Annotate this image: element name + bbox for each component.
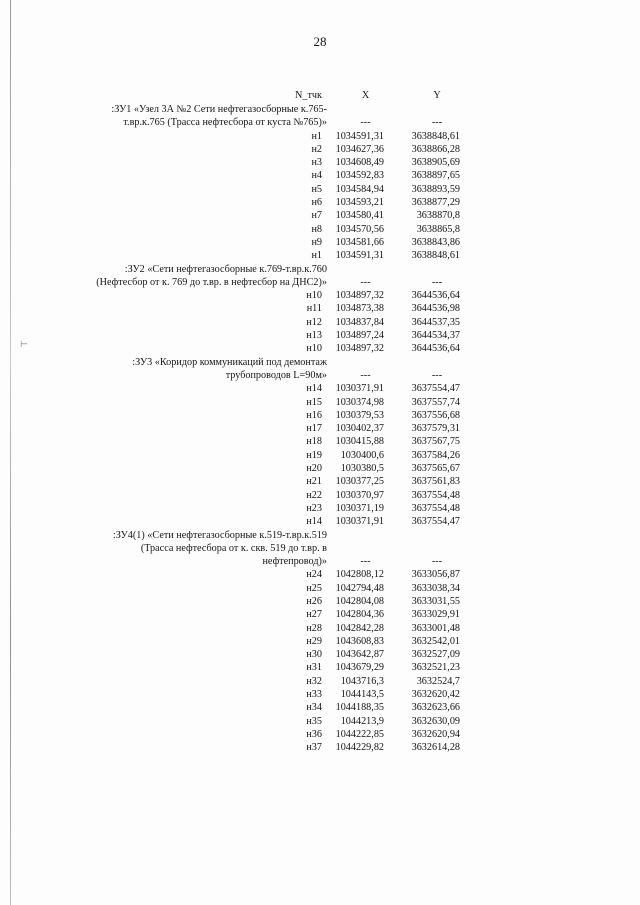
table-row (60, 635, 460, 648)
section-dash-y: --- (431, 117, 443, 129)
coord-x: 1030400,6 (340, 449, 384, 461)
coord-x: 1030415,88 (335, 436, 384, 448)
point-id: н21 (306, 476, 322, 488)
coord-x: 1030377,25 (335, 476, 384, 488)
section-dash-x: --- (360, 276, 371, 288)
coord-y: 3638848,61 (411, 130, 460, 142)
section-dash-y: --- (431, 369, 443, 381)
coord-y: 3632614,28 (411, 742, 460, 754)
table-row (60, 728, 460, 741)
point-id: н1 (311, 250, 322, 262)
coord-x: 1030374,98 (335, 396, 384, 408)
table-row (60, 462, 460, 475)
table-row (60, 396, 460, 409)
section-title (60, 529, 327, 569)
coord-y: 3638866,28 (411, 143, 460, 155)
table-row (60, 169, 460, 182)
point-id: н5 (311, 183, 322, 195)
coord-y: 3644536,98 (411, 303, 460, 315)
coord-y: 3637554,47 (411, 516, 460, 528)
coord-x: 1043679,29 (335, 662, 384, 674)
point-id: н24 (306, 569, 322, 581)
coord-x: 1030371,91 (335, 383, 384, 395)
coord-y: 3638848,61 (411, 250, 460, 262)
table-row (60, 449, 460, 462)
section-title-row (60, 263, 460, 290)
table-row (60, 502, 460, 515)
section-title (60, 103, 327, 130)
point-id: н16 (306, 409, 322, 421)
table-row (60, 342, 460, 355)
point-id: н18 (306, 436, 322, 448)
point-id: н27 (306, 609, 322, 621)
coord-x: 1034627,36 (335, 143, 384, 155)
coord-x: 1034873,38 (335, 303, 384, 315)
table-row (60, 608, 460, 621)
section-dash-x: --- (360, 117, 371, 129)
coord-x: 1034592,83 (335, 170, 384, 182)
section-dash-x: --- (360, 556, 371, 568)
coordinates-table (60, 89, 460, 755)
table-row (60, 156, 460, 169)
section-title-line: т.вр.к.765 (Трасса нефтесбора от куста №765)» (123, 117, 327, 129)
point-id: н22 (306, 489, 322, 501)
coord-y: 3638870,8 (416, 210, 460, 222)
section-title-row (60, 529, 460, 569)
table-header-row (60, 89, 460, 103)
point-id: н17 (306, 423, 322, 435)
coord-x: 1042804,08 (335, 595, 384, 607)
table-row (60, 595, 460, 608)
point-id: н8 (311, 223, 322, 235)
table-row (60, 289, 460, 302)
point-id: н32 (306, 675, 322, 687)
coord-y: 3633001,48 (411, 622, 460, 634)
point-id: н35 (306, 715, 322, 727)
coord-y: 3644536,64 (411, 343, 460, 355)
table-row (60, 236, 460, 249)
section-title-row (60, 103, 460, 130)
coord-x: 1034591,31 (335, 130, 384, 142)
section-title-line: :ЗУ1 «Узел 3А №2 Сети нефтегазосборные к.765- (111, 104, 327, 115)
point-id: н13 (306, 330, 322, 342)
point-id: н6 (311, 197, 322, 209)
coord-y: 3644534,37 (411, 330, 460, 342)
coord-y: 3637556,68 (411, 409, 460, 421)
coord-y: 3632527,09 (411, 649, 460, 661)
coord-x: 1034608,49 (335, 157, 384, 169)
coord-x: 1044222,85 (335, 728, 384, 740)
coord-x: 1034593,21 (335, 197, 384, 209)
coord-x: 1034570,56 (335, 223, 384, 235)
table-row (60, 329, 460, 342)
table-row (60, 209, 460, 222)
table-row (60, 130, 460, 143)
scan-edge-line (10, 0, 11, 905)
coord-x: 1034581,66 (335, 236, 384, 248)
coord-x: 1044188,35 (335, 702, 384, 714)
coord-y: 3637565,67 (411, 463, 460, 475)
section-title-line: :ЗУ3 «Коридор коммуникаций под демонтаж (132, 356, 327, 368)
point-id: н31 (306, 662, 322, 674)
coord-x: 1042804,36 (335, 609, 384, 621)
table-row (60, 741, 460, 754)
coord-x: 1044213,9 (340, 715, 384, 727)
point-id: н14 (306, 516, 322, 528)
point-id: н28 (306, 622, 322, 634)
coord-y: 3637554,48 (411, 489, 460, 501)
point-id: н34 (306, 702, 322, 714)
coord-x: 1034837,84 (335, 316, 384, 328)
table-row (60, 489, 460, 502)
table-row (60, 382, 460, 395)
table-row (60, 675, 460, 688)
coord-y: 3638905,69 (411, 157, 460, 169)
table-row (60, 568, 460, 581)
coord-y: 3638897,65 (411, 170, 460, 182)
section-title-line: трубопроводов L=90м» (225, 369, 327, 381)
coord-y: 3637579,31 (411, 423, 460, 435)
point-id: н26 (306, 595, 322, 607)
section-title-line: нефтепровод)» (262, 556, 327, 568)
coord-x: 1043716,3 (340, 675, 384, 687)
coord-y: 3632630,09 (411, 715, 460, 727)
coord-y: 3638893,59 (411, 183, 460, 195)
table-row (60, 661, 460, 674)
coord-y: 3637557,74 (411, 396, 460, 408)
coord-y: 3637554,47 (411, 383, 460, 395)
table-row (60, 249, 460, 262)
section-title-line: :ЗУ2 «Сети нефтегазосборные к.769-т.вр.к.760 (124, 263, 327, 275)
section-title-line: (Нефтесбор от к. 769 до т.вр. в нефтесбор на ДНС2)» (96, 276, 327, 288)
header-y: Y (433, 90, 441, 101)
table-row (60, 715, 460, 728)
point-id: н12 (306, 316, 322, 328)
table-row (60, 143, 460, 156)
table-row (60, 475, 460, 488)
table-row (60, 409, 460, 422)
coord-x: 1034897,32 (335, 290, 384, 302)
table-row (60, 688, 460, 701)
coord-x: 1042842,28 (335, 622, 384, 634)
point-id: н1 (311, 130, 322, 142)
coord-x: 1034580,41 (335, 210, 384, 222)
coord-y: 3633056,87 (411, 569, 460, 581)
coord-y: 3644537,35 (411, 316, 460, 328)
point-id: н37 (306, 742, 322, 754)
coord-y: 3637561,83 (411, 476, 460, 488)
page-number: 28 (313, 34, 327, 49)
header-point: N_тчк (295, 90, 322, 101)
coord-x: 1030379,53 (335, 409, 384, 421)
table-row (60, 622, 460, 635)
section-title-line: (Трасса нефтесбора от к. скв. 519 до т.вр. в (140, 542, 327, 554)
table-row (60, 701, 460, 714)
coordinates-table-body (60, 89, 460, 755)
coord-y: 3637567,75 (411, 436, 460, 448)
point-id: н20 (306, 463, 322, 475)
point-id: н4 (311, 170, 322, 182)
coord-y: 3644536,64 (411, 290, 460, 302)
table-row (60, 223, 460, 236)
section-title-row (60, 356, 460, 383)
coord-x: 1030370,97 (335, 489, 384, 501)
point-id: н29 (306, 635, 322, 647)
point-id: н33 (306, 689, 322, 701)
coord-x: 1044229,82 (335, 742, 384, 754)
point-id: н19 (306, 449, 322, 461)
coord-y: 3638843,86 (411, 236, 460, 248)
coord-x: 1034584,94 (335, 183, 384, 195)
point-id: н2 (311, 143, 322, 155)
point-id: н9 (311, 236, 322, 248)
point-id: н15 (306, 396, 322, 408)
coord-y: 3633038,34 (411, 582, 460, 594)
point-id: н14 (306, 383, 322, 395)
scan-artifact-mark: ⊢ (20, 340, 28, 350)
point-id: н11 (306, 303, 322, 315)
coord-y: 3633031,55 (411, 595, 460, 607)
coord-x: 1044143,5 (340, 689, 384, 701)
section-title-line: :ЗУ4(1) «Сети нефтегазосборные к.519-т.вр.к.519 (112, 529, 327, 541)
table-row (60, 196, 460, 209)
point-id: н3 (311, 157, 322, 169)
coord-y: 3632620,42 (411, 689, 460, 701)
coord-x: 1030371,91 (335, 516, 384, 528)
coord-y: 3632524,7 (416, 675, 460, 687)
coord-y: 3632521,23 (411, 662, 460, 674)
coord-x: 1034897,32 (335, 343, 384, 355)
coord-y: 3632620,94 (411, 728, 460, 740)
coord-y: 3632623,66 (411, 702, 460, 714)
coord-y: 3632542,01 (411, 635, 460, 647)
coord-x: 1043608,83 (335, 635, 384, 647)
coord-x: 1043642,87 (335, 649, 384, 661)
header-x: X (361, 90, 370, 101)
table-row (60, 435, 460, 448)
coord-x: 1034897,24 (335, 330, 384, 342)
coord-x: 1034591,31 (335, 250, 384, 262)
coord-x: 1030371,19 (335, 502, 384, 514)
coord-x: 1042794,48 (335, 582, 384, 594)
point-id: н10 (306, 343, 322, 355)
coord-x: 1030380,5 (340, 463, 384, 475)
section-dash-x: --- (360, 369, 371, 381)
section-title (60, 263, 327, 290)
coord-y: 3638877,29 (411, 197, 460, 209)
point-id: н30 (306, 649, 322, 661)
table-row (60, 515, 460, 528)
section-dash-y: --- (431, 276, 443, 288)
table-row (60, 183, 460, 196)
point-id: н7 (311, 210, 322, 222)
coord-y: 3633029,91 (411, 609, 460, 621)
point-id: н36 (306, 728, 322, 740)
coord-y: 3637584,26 (411, 449, 460, 461)
coord-x: 1030402,37 (335, 423, 384, 435)
coord-x: 1042808,12 (335, 569, 384, 581)
table-row (60, 582, 460, 595)
coord-y: 3638865,8 (416, 223, 460, 235)
point-id: н23 (306, 502, 322, 514)
table-row (60, 648, 460, 661)
section-dash-y: --- (431, 556, 443, 568)
point-id: н25 (306, 582, 322, 594)
table-row (60, 316, 460, 329)
section-title (60, 356, 327, 383)
table-row (60, 302, 460, 315)
coord-y: 3637554,48 (411, 502, 460, 514)
point-id: н10 (306, 290, 322, 302)
table-row (60, 422, 460, 435)
